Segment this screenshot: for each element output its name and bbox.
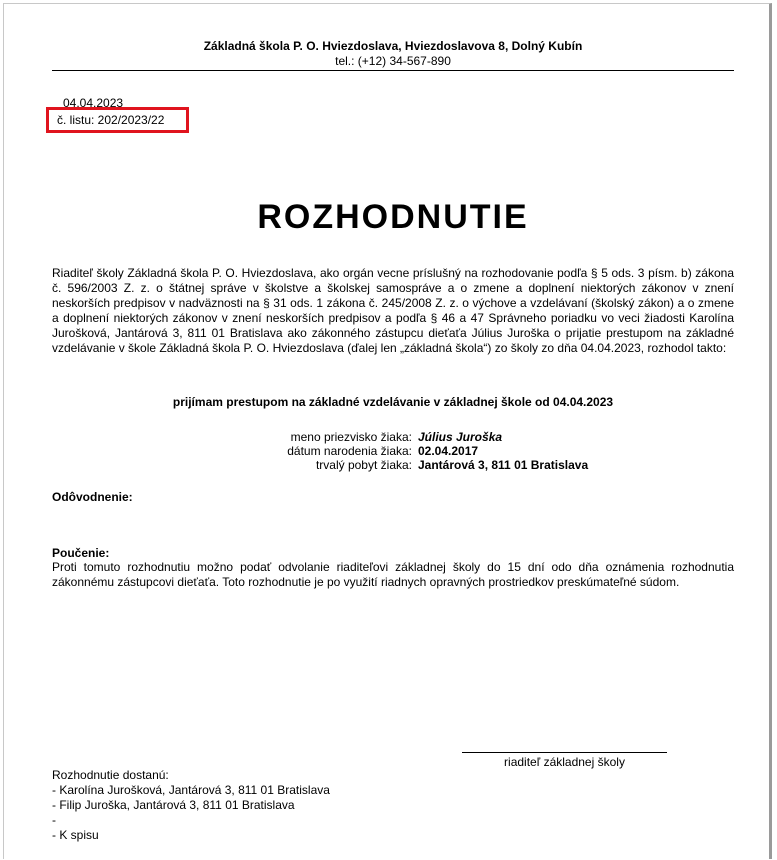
recipients-block (52, 768, 330, 843)
student-birthdate-label: dátum narodenia žiaka: (287, 444, 412, 458)
recipient-item: - (52, 813, 56, 827)
advice-paragraph: Proti tomuto rozhodnutiu možno podať odvolanie riaditeľovi základnej školy do 15 dní odo dňa oznámenia rozhodnutia zákonnému zástupcovi dieťaťa. Toto rozhodnutie je po využití riadnych opravných prostriedkov preskúmateľné súdom. (52, 560, 734, 589)
student-name-row (52, 430, 734, 444)
document-number-highlight (46, 107, 189, 133)
document-date: 04.04.2023 (63, 96, 124, 110)
recipients-heading: Rozhodnutie dostanú: (52, 768, 169, 782)
school-name: Základná škola P. O. Hviezdoslava, Hviezdoslavova 8, Dolný Kubín (203, 39, 583, 53)
intro-paragraph: Riaditeľ školy Základná škola P. O. Hviezdoslava, ako orgán vecne príslušný na rozhodovanie podľa § 5 ods. 3 písm. b) zákona č. 596/2003 Z. z. o štátnej správe v školstve a školskej samospráve a o zmene a doplnení niektorých zákonov v znení neskorších predpisov v nadväznosti na § 31 ods. 1 zákona č. 245/2008 Z. z. o výchove a vzdelávaní (školský zákon) a o zmene a doplnení niektorých zákonov v znení neskorších predpisov a podľa § 46 a 47 Správneho poriadku vo veci žiadosti Karolína Jurošková, Jantárová 3, 811 01 Bratislava ako zákonného zástupcu dieťaťa Július Juroška o prijatie prestupom na základné vzdelávanie v škole Základná škola P. O. Hviezdoslava (ďalej len „základná škola“) zo školy zo dňa 04.04.2023, rozhodol takto: (52, 266, 734, 355)
student-birthdate-row (52, 444, 734, 458)
advice-heading: Poučenie: (52, 546, 110, 560)
student-address-value: Jantárová 3, 811 01 Bratislava (418, 458, 589, 472)
recipient-item: - Filip Juroška, Jantárová 3, 811 01 Bratislava (52, 798, 295, 812)
letterhead-divider (52, 70, 734, 71)
student-address-label: trvalý pobyt žiaka: (315, 458, 412, 472)
student-address-row (52, 458, 734, 472)
reasoning-heading: Odôvodnenie: (52, 490, 133, 504)
signature-label: riaditeľ základnej školy (504, 755, 625, 769)
document-number: č. listu: 202/2023/22 (57, 113, 165, 127)
student-name-label: meno priezvisko žiaka: (290, 430, 412, 444)
letterhead (52, 39, 734, 69)
student-name-value: Július Juroška (418, 430, 503, 444)
school-phone: tel.: (+12) 34-567-890 (335, 54, 451, 68)
student-birthdate-value: 02.04.2017 (418, 444, 479, 458)
student-details (52, 430, 734, 472)
document-title: ROZHODNUTIE (257, 198, 529, 236)
recipient-item: - K spisu (52, 828, 99, 842)
recipient-item: - Karolína Jurošková, Jantárová 3, 811 01 Bratislava (52, 783, 330, 797)
signature-line (462, 752, 667, 753)
decision-statement: prijímam prestupom na základné vzdelávanie v základnej škole od 04.04.2023 (172, 395, 614, 409)
